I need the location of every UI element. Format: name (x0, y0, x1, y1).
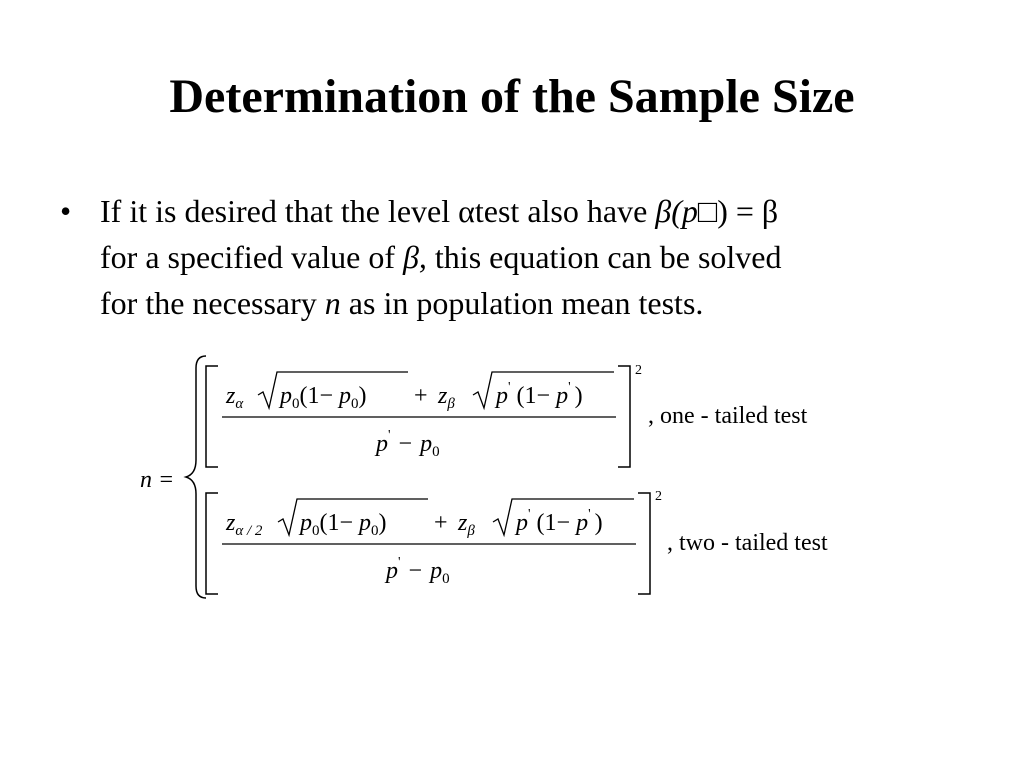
z-alpha-half: $z_{\alpha / 2}$ (226, 510, 263, 539)
z-alpha: $z_\alpha$ (226, 383, 244, 412)
bullet-text-part3: this equation can be solved (426, 239, 782, 275)
bullet-text-part4: for the necessary (100, 285, 325, 321)
one-tailed-label: , one - tailed test (648, 403, 808, 429)
beta-symbol: β, (402, 239, 427, 275)
plus-sign: + (434, 510, 448, 536)
bullet-text-part5: as in population mean tests. (340, 285, 704, 321)
exponent: 2 (655, 489, 662, 504)
right-bracket (638, 493, 650, 594)
beta-expression: β(p (655, 193, 698, 229)
z-beta: $z_\beta$ (438, 383, 455, 412)
formula-n: n = (140, 467, 175, 493)
n-symbol: n (324, 285, 341, 321)
missing-glyph-box: □ (697, 193, 718, 229)
exponent: 2 (635, 363, 642, 378)
left-bracket (206, 366, 218, 467)
formula-case-two-tailed (206, 489, 828, 594)
denominator: $p' - p_0$ (376, 428, 440, 460)
left-bracket (206, 493, 218, 594)
beta-expression-end: ) = β (717, 193, 779, 229)
sqrt-content-1: $p_0(1- p_0)$ (300, 510, 387, 539)
bullet-text-part2: for a specified value of (100, 239, 403, 275)
slide-title: Determination of the Sample Size (169, 70, 855, 123)
sqrt-content-2: p' (1− p' ) (516, 507, 603, 536)
sqrt-content-1: $p_0(1- p_0)$ (280, 383, 367, 412)
denominator: $p' - p_0$ (386, 555, 450, 587)
bullet-text-part1: If it is desired that the level (100, 193, 459, 229)
formula-case-one-tailed (206, 363, 808, 467)
right-bracket (618, 366, 630, 467)
curly-brace (186, 356, 206, 598)
two-tailed-label: , two - tailed test (667, 530, 828, 556)
bullet-marker: • (60, 193, 72, 229)
z-beta: $z_\beta$ (458, 510, 475, 539)
alpha-test-text: αtest also have (458, 193, 656, 229)
plus-sign: + (414, 383, 428, 409)
sqrt-content-2: p' (1− p' ) (496, 380, 583, 409)
